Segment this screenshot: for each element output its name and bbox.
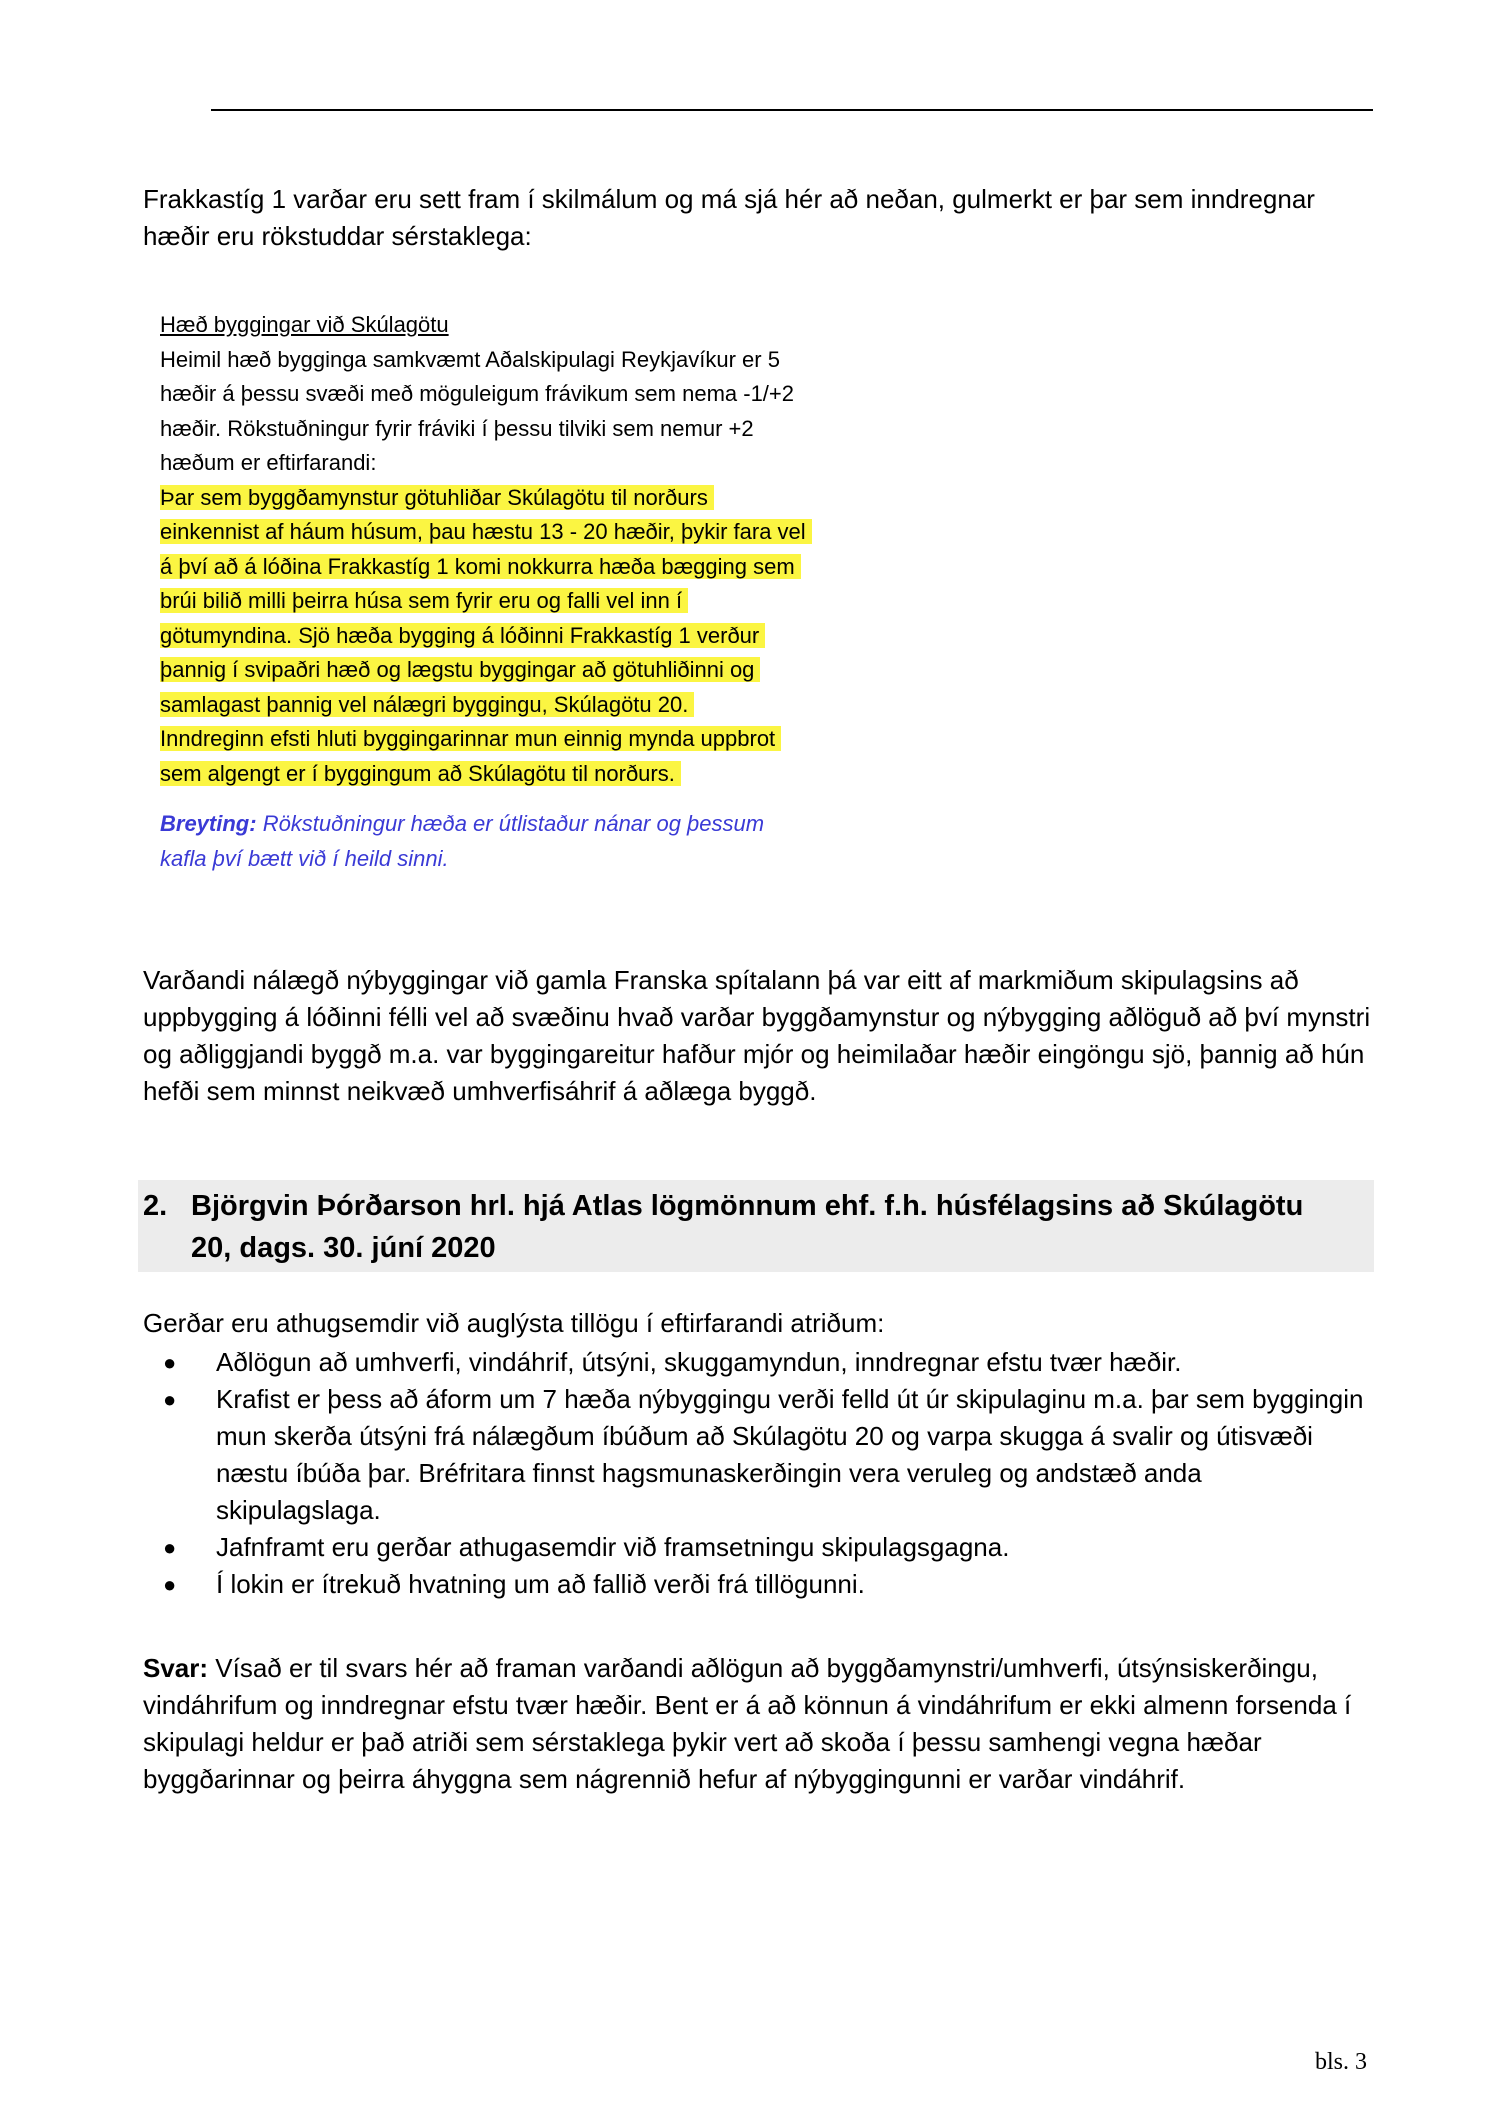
answer-paragraph — [143, 1650, 1373, 1798]
excerpt-line: hæðum er eftirfarandi: — [160, 450, 377, 475]
highlighted-line: götumyndina. Sjö hæða bygging á lóðinni Frakkastíg 1 verður — [160, 623, 765, 648]
change-note — [160, 807, 920, 876]
section-heading — [143, 1185, 1368, 1269]
page-number: bls. 3 — [1314, 2049, 1367, 2075]
bullet-icon: ● — [163, 1387, 177, 1412]
highlighted-line: einkennist af háum húsum, þau hæstu 13 - 20 hæðir, þykir fara vel — [160, 519, 812, 544]
highlighted-line: Þar sem byggðamynstur götuhliðar Skúlagötu til norðurs — [160, 485, 714, 510]
bullet-icon: ● — [163, 1572, 177, 1597]
change-text: Rökstuðningur hæða er útlistaður nánar og þessum — [262, 811, 765, 836]
change-text: kafla því bætt við í heild sinni. — [160, 845, 449, 871]
highlighted-line: brúi bilið milli þeirra húsa sem fyrir eru og falli vel inn í — [160, 588, 688, 613]
excerpt-image — [160, 308, 920, 908]
highlighted-line: á því að á lóðina Frakkastíg 1 komi nokkurra hæða bægging sem — [160, 554, 801, 579]
objections-list — [143, 1344, 1373, 1603]
header-rule — [211, 109, 1373, 111]
excerpt-line: Heimil hæð bygginga samkvæmt Aðalskipulagi Reykjavíkur er 5 — [160, 346, 780, 372]
list-item: ● Í lokin er ítrekuð hvatning um að fallið verði frá tillögunni. — [143, 1566, 1373, 1603]
list-item: ● Krafist er þess að áform um 7 hæða nýbyggingu verði felld út úr skipulaginu m.a. þar sem byggingin mun skerða útsýni frá nálægðum íbúðum að Skúlagötu 20 og varpa skugga á svalir og útisvæði næstu íbúða þar. Bréfritara finnst hagsmunaskerðingin vera veruleg og andstæð anda skipulagslaga. — [143, 1381, 1373, 1529]
paragraph-hospital: Varðandi nálægð nýbyggingar við gamla Franska spítalann þá var eitt af markmiðum skipulagsins að uppbygging á lóðinni félli vel að svæðinu hvað varðar byggðamynstur og nýbygging aðlöguð að því mynstri og aðliggjandi byggð m.a. var byggingareitur hafður mjór og heimilaðar hæðir eingöngu sjö, þannig að hún hefði sem minnst neikvæð umhverfisáhrif á aðlæga byggð. — [143, 965, 1371, 1106]
answer-label: Svar: — [143, 1653, 209, 1683]
excerpt-heading: Hæð byggingar við Skúlagötu — [160, 312, 449, 337]
section-title-line: Björgvin Þórðarson hrl. hjá Atlas lögmönnum ehf. f.h. húsfélagsins að Skúlagötu — [191, 1190, 1304, 1222]
highlighted-line: samlagast þannig vel nálægri byggingu, Skúlagötu 20. — [160, 692, 694, 717]
excerpt-line: hæðir. Rökstuðningur fyrir fráviki í þessu tilviki sem nemur +2 — [160, 415, 754, 441]
section-number: 2. — [143, 1190, 168, 1222]
highlighted-line: sem algengt er í byggingum að Skúlagötu til norðurs. — [160, 761, 681, 786]
highlighted-line: Inndreginn efsti hluti byggingarinnar mun einnig mynda uppbrot — [160, 726, 781, 751]
list-item: ● Aðlögun að umhverfi, vindáhrif, útsýni, skuggamyndun, inndregnar efstu tvær hæðir. — [143, 1344, 1373, 1381]
intro-paragraph: Frakkastíg 1 varðar eru sett fram í skilmálum og má sjá hér að neðan, gulmerkt er þar sem inndregnar hæðir eru rökstuddar sérstaklega: — [143, 184, 1315, 251]
list-item: ● Jafnframt eru gerðar athugasemdir við framsetningu skipulagsgagna. — [143, 1529, 1373, 1566]
highlighted-line: þannig í svipaðri hæð og lægstu byggingar að götuhliðinni og — [160, 657, 760, 682]
section-title-line: 20, dags. 30. júní 2020 — [191, 1232, 496, 1264]
excerpt-line: hæðir á þessu svæði með möguleigum frávikum sem nema -1/+2 — [160, 381, 794, 406]
change-label: Breyting: — [160, 811, 257, 836]
answer-text: Vísað er til svars hér að framan varðandi aðlögun að byggðamynstri/umhverfi, útsýnsiskerðingu, vindáhrifum og inndregnar efstu tvær hæðir. Bent er á að könnun á vindáhrifum er ekki almenn forsenda í skipulagi heldur er það atriði sem sérstaklega þykir vert að skoða í þessu samhengi vegna hæðar byggðarinnar og þeirra áhyggna sem nágrennið hefur af nýbyggingunni er varðar vindáhrif. — [143, 1653, 1352, 1794]
objections-intro: Gerðar eru athugsemdir við auglýsta tillögu í eftirfarandi atriðum: — [143, 1308, 885, 1338]
bullet-icon: ● — [163, 1535, 177, 1560]
bullet-icon: ● — [163, 1350, 177, 1375]
